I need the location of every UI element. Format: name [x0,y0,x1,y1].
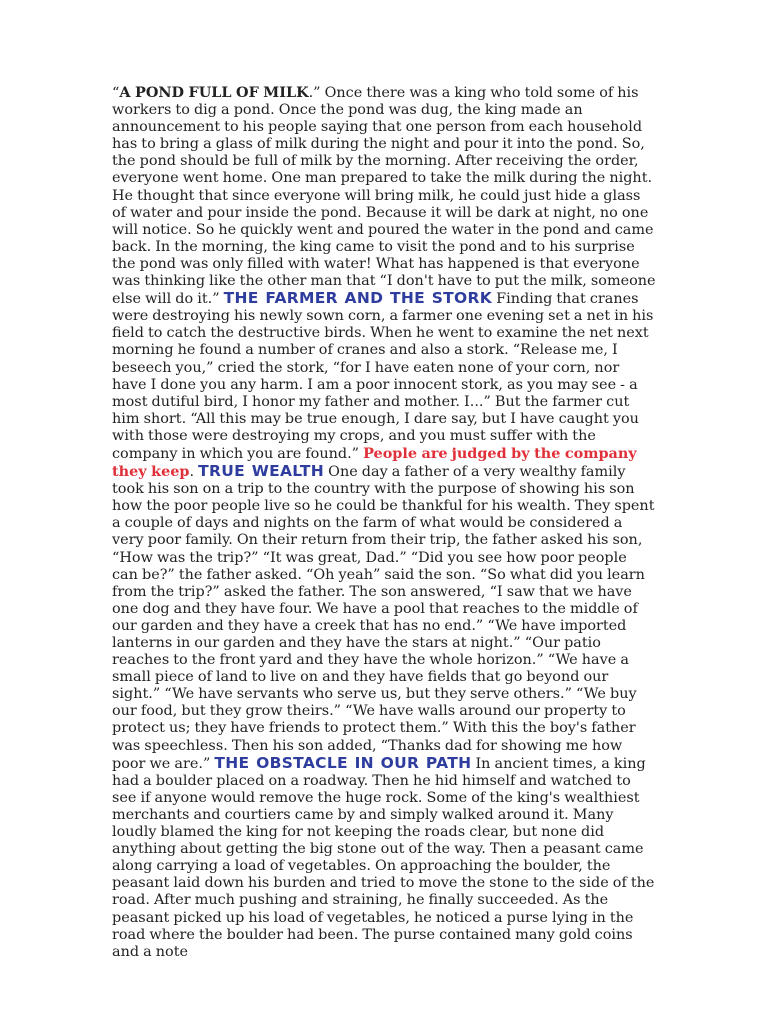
story2-title: THE FARMER AND THE STORK [223,289,493,308]
document-page [112,84,656,961]
story1-body: .” Once there was a king who told some of his workers to dig a pond. Once the pond was dug, the king made an announcement to his people saying that one person from each household has to bring a glass of milk during the night and pour it into the pond. So, the pond should be full of milk by the morning. After receiving the order, everyone went home. One man prepared to take the milk during the night. He thought that since everyone will bring milk, he could just hide a glass of water and pour inside the pond. Because it will be dark at night, no one will notice. So he quickly went and poured the water in the pond and came back. In the morning, the king came to visit the pond and to his surprise the pond was only filled with water! What has happened is that everyone was thinking like the other man that “I don't have to put the milk, someone else will do it.” [112,85,656,308]
story2-moral-end: . [189,464,195,481]
story1-title: A POND FULL OF MILK [119,84,309,101]
story2-moral-part2: judged by the company they keep [112,444,637,481]
story3-body: One day a father of a very wealthy family took his son on a trip to the country with the purpose of showing his son how the poor people live so he could be thankful for his wealth. They spent a couple of days and nights on the farm of what would be considered a very poor family. On their return from their trip, the father asked his son, “How was the trip?” “It was great, Dad.” “Did you see how poor people can be?” the father asked. “Oh yeah” said the son. “So what did you learn from the trip?” asked the father. The son answered, “I saw that we have one dog and they have four. We have a pool that reaches to the middle of our garden and they have a creek that has no end.” “We have imported lanterns in our garden and they have the stars at night.” “Our patio reaches to the front yard and they have the whole horizon.” “We have a small piece of land to live on and they have fields that go beyond our sight.” “We have servants who serve us, but they serve others.” “We buy our food, but they grow theirs.” “We have walls around our property to protect us; they have friends to protect them.” With this the boy's father was speechless. Then his son added, “Thanks dad for showing me how poor we are.” [112,464,655,772]
story1-open-quote: “ [112,85,120,101]
story4-title: THE OBSTACLE IN OUR PATH [214,753,472,772]
story2-body: Finding that cranes were destroying his newly sown corn, a farmer one evening set a net in his field to catch the destructive birds. When he went to examine the net next morning he found a number of cranes and also a stork. “Release me, I beseech you,” cried the stork, “for I have eaten none of your corn, nor have I done you any harm. I am a poor innocent stork, as you may see - a most dutiful bird, I honor my father and mother. I...” But the farmer cut him short. “All this may be true enough, I dare say, but I have caught you with those were destroying my crops, and you must suffer with the company in which you are found.” [112,291,654,462]
story3-title: TRUE WEALTH [198,462,325,481]
story4-body: In ancient times, a king had a boulder placed on a roadway. Then he hid himself and watched to see if anyone would remove the huge rock. Some of the king's wealthiest merchants and courtiers came by and simply walked around it. Many loudly blamed the king for not keeping the roads clear, but none did anything about getting the big stone out of the way. Then a peasant came along carrying a load of vegetables. On approaching the boulder, the peasant laid down his burden and tried to move the stone to the side of the road. After much pushing and straining, he finally succeeded. As the peasant picked up his load of vegetables, he noticed a purse lying in the road where the boulder had been. The purse contained many gold coins and a note [112,755,655,960]
story2-moral-part1: People are [363,444,448,462]
